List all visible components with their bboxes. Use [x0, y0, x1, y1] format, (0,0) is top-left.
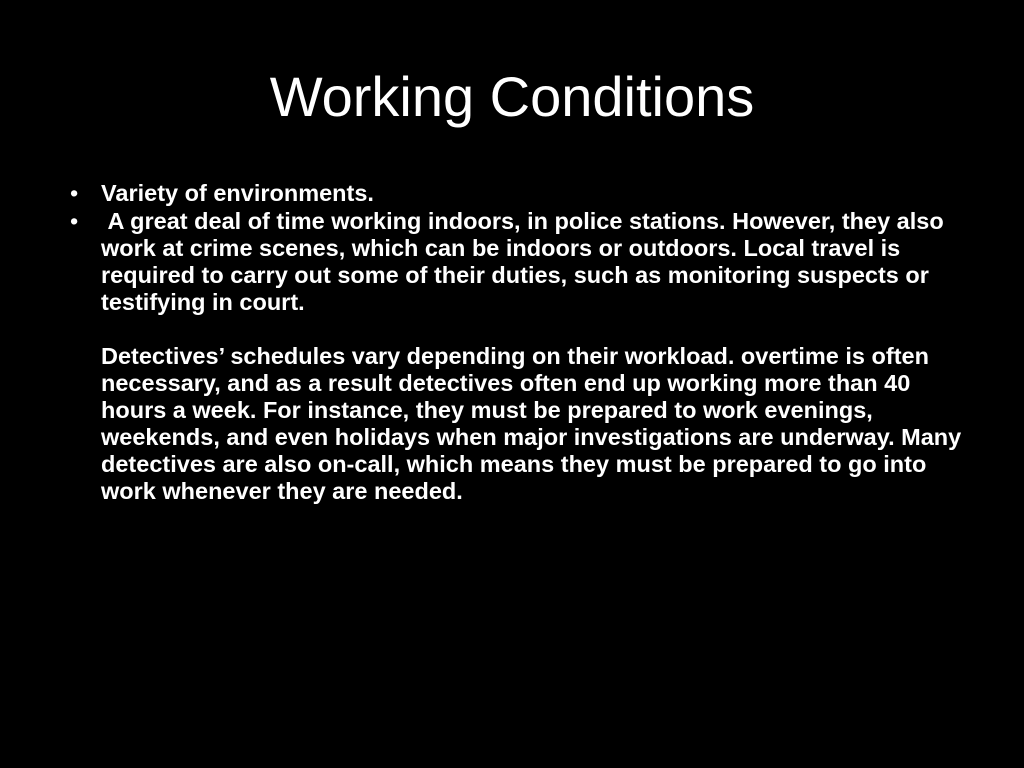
bullet-list [70, 180, 970, 506]
bullet-dot-icon: • [70, 180, 79, 206]
bullet-text: A great deal of time working indoors, in police stations. However, they also work at crime scenes, which can be indoors or outdoors. Local travel is required to carry out some of their duties, such as monitoring suspects or testifying in court. [101, 208, 951, 315]
paragraph-spacer [101, 316, 970, 343]
bullet-text: Variety of environments. [101, 180, 374, 206]
bullet-dot-icon: • [70, 208, 79, 234]
bullet-item-environments [70, 180, 970, 207]
bullet-text-schedules: Detectives’ schedules vary depending on their workload. overtime is often necessary, and as a result detectives often end up working more than 40 hours a week. For instance, they must be prepared to work evenings, weekends, and even holidays when major investigations are underway. Many detectives are also on-call, which means they must be prepared to go into work whenever they are needed. [101, 343, 962, 504]
bullet-item-details [70, 208, 970, 505]
slide-title: Working Conditions [269, 65, 755, 128]
